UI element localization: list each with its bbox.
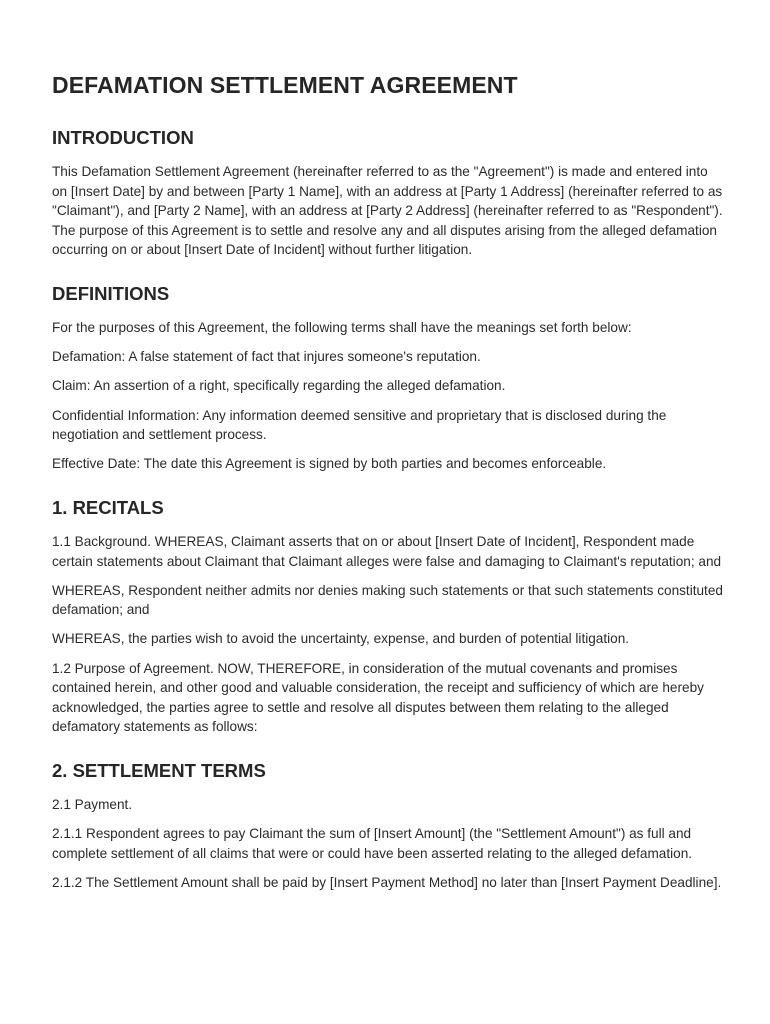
recitals-heading: 1. RECITALS [52, 496, 164, 518]
definitions-heading: DEFINITIONS [52, 282, 170, 304]
recital-background: 1.1 Background. WHEREAS, Claimant asserts that on or about [Insert Date of Incident], Respondent made certain statements about Claimant that Claimant alleges were false and damaging to Claimant's reputation; and [52, 533, 722, 569]
definitions-intro: For the purposes of this Agreement, the following terms shall have the meanings set forth below: [52, 319, 632, 335]
settlement-terms-heading: 2. SETTLEMENT TERMS [52, 760, 266, 782]
settlement-terms-section [52, 759, 724, 893]
definition-defamation: Defamation: A false statement of fact that injures someone's reputation. [52, 349, 481, 365]
definition-claim: Claim: An assertion of a right, specifically regarding the alleged defamation. [52, 378, 506, 394]
recital-whereas-parties: WHEREAS, the parties wish to avoid the uncertainty, expense, and burden of potential litigation. [52, 631, 630, 647]
document-title: DEFAMATION SETTLEMENT AGREEMENT [52, 72, 518, 98]
settlement-payment-method: 2.1.2 The Settlement Amount shall be paid by [Insert Payment Method] no later than [Insert Payment Deadline]. [52, 875, 722, 890]
definition-effective-date: Effective Date: The date this Agreement is signed by both parties and becomes enforceable. [52, 456, 607, 472]
introduction-heading: INTRODUCTION [52, 127, 194, 148]
definitions-section [52, 282, 724, 474]
introduction-paragraph: This Defamation Settlement Agreement (hereinafter referred to as the "Agreement") is made and entered into on [Insert Date] by and between [Party 1 Name], with an address at [Party 1 Address] (hereinafter referred to as "Claimant"), and [Party 2 Name], with an address at [Party 2 Address] (hereinafter referred to as "Respondent"). The purpose of this Agreement is to settle and resolve any and all disputes arising from the alleged defamation occurring on or about [Insert Date of Incident] without further litigation. [52, 164, 723, 258]
document-page [52, 70, 724, 902]
recitals-section [52, 496, 724, 737]
recital-purpose: 1.2 Purpose of Agreement. NOW, THEREFORE, in consideration of the mutual covenants and promises contained herein, and other good and valuable consideration, the receipt and sufficiency of which are hereby acknowledged, the parties agree to settle and resolve all disputes between them relating to the alleged defamatory statements as follows: [52, 660, 704, 735]
settlement-payment-amount: 2.1.1 Respondent agrees to pay Claimant the sum of [Insert Amount] (the "Settlement Amount") as full and complete settlement of all claims that were or could have been asserted relating to the alleged defamation. [52, 826, 693, 861]
recital-whereas-respondent: WHEREAS, Respondent neither admits nor denies making such statements or that such statements constituted defamation; and [52, 582, 723, 618]
introduction-section [52, 126, 724, 260]
definition-confidential-information: Confidential Information: Any information deemed sensitive and proprietary that is disclosed during the negotiation and settlement process. [52, 407, 667, 443]
settlement-payment: 2.1 Payment. [52, 797, 133, 813]
